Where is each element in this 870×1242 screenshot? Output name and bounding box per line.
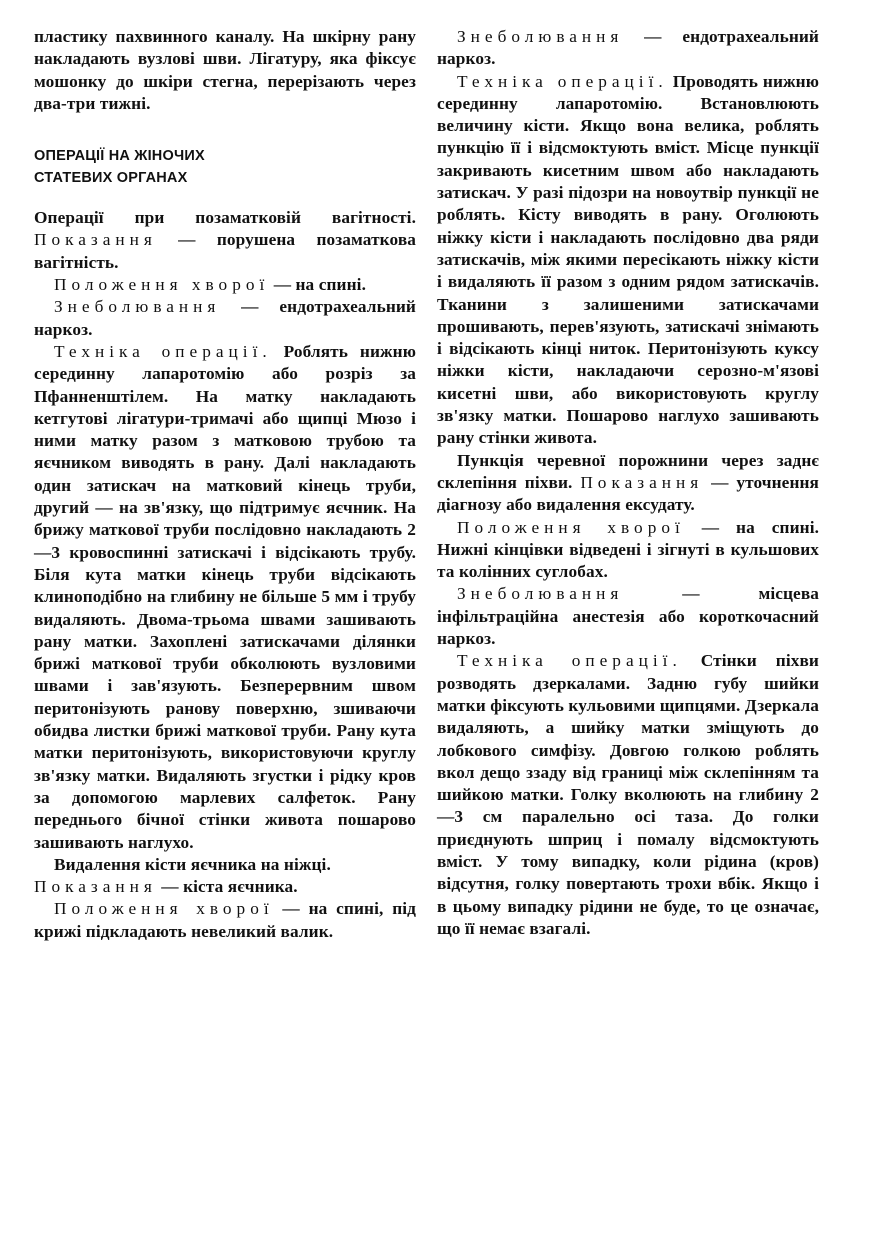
puncture-technique-label: Техніка операції.: [457, 651, 682, 671]
puncture-section: [437, 450, 819, 517]
cyst-section: [34, 854, 416, 876]
section-heading-line-1: ОПЕРАЦІЇ НА ЖІНОЧИХ: [34, 148, 205, 165]
ectopic-anesthesia: [34, 296, 416, 341]
ectopic-position-label: Положення хворої: [54, 275, 270, 295]
puncture-anesthesia: [437, 583, 819, 650]
puncture-indications-label: Показання: [580, 472, 704, 492]
puncture-title: Пункція черевної порожнини через заднє склепіння піхви.: [437, 450, 819, 492]
ectopic-position: [34, 274, 416, 296]
cyst-title: Видалення кісти яєчника на ніжці.: [54, 854, 331, 874]
puncture-technique-text: Стінки піхви розводять дзеркалами. Задню губу шийки матки фіксують кульовими щипцями. Дзеркала видаляють, а шийку матки зміщують до лобкового симфізу. Довгою голкою роблять вкол дещо ззаду від границі між склепінням та шийкою матки. Голку вколюють на глибину 2—3 см паралельно осі таза. До голки приєднують шприц і помалу відсмоктують вміст. У тому випадку, коли рідина (кров) відсутня, голку повертають трохи вбік. Якщо і в цьому випадку рідини не буде, то це означає, що її немає взагалі.: [437, 651, 819, 938]
cyst-indications-label: Показання: [34, 877, 157, 897]
cyst-technique-text: Проводять нижню серединну лапаротомію. Встановлюють величину кісти. Якщо вона велика, роблять пункцію її і відсмоктують вміст. Місце пункції закривають кисетним швом або накладають затискач. У разі підозри на новоутвір пункції не роблять. Кісту виводять в рану. Оголюють ніжку кісти і накладають послідовно два ряди затискачів, між якими пересікають ніжку кісти і видаляють її разом з одним рядом затискачів. Тканини з залишеними затискачами прошивають, перев'язують, затискачі знімають і відсікають кінці ниток. Перитонізують куксу ніжки кісти, накладаючи серозно-м'язові кисетні шви, або використовують круглу зв'язку матки. Пошарово наглухо зашивають рану стінки живота.: [437, 71, 819, 448]
cyst-anesthesia: [437, 26, 819, 71]
cyst-technique-label: Техніка операції.: [457, 71, 668, 91]
right-column: [437, 26, 819, 940]
cyst-anesthesia-text: — ендотрахеальний наркоз.: [437, 27, 819, 69]
puncture-indications-text: — уточнення діагнозу або видалення ексудату.: [437, 472, 820, 515]
ectopic-indications-text: — порушена позаматкова вагітність.: [34, 230, 416, 272]
puncture-position: [437, 517, 819, 584]
puncture-position-text: — на спині. Нижні кінцівки відведені і зігнуті в кульшових та колінних суглобах.: [437, 517, 820, 582]
puncture-anesthesia-label: Знеболювання: [457, 584, 624, 604]
cyst-indications: [34, 876, 416, 898]
ectopic-indications-label: Показання: [34, 230, 157, 250]
cyst-technique: [437, 71, 819, 450]
ectopic-section: [34, 207, 416, 274]
ectopic-anesthesia-text: — ендотрахеальний наркоз.: [34, 297, 416, 339]
cyst-anesthesia-label: Знеболювання: [457, 27, 624, 46]
ectopic-technique: [34, 341, 416, 854]
ectopic-position-text: — на спині.: [269, 275, 366, 295]
ectopic-title: Операції при позаматковій вагітності.: [34, 208, 416, 228]
ectopic-anesthesia-label: Знеболювання: [54, 297, 221, 317]
cyst-position-text: — на спині, під крижі підкладають невеликий валик.: [34, 899, 416, 941]
ectopic-technique-text: Роблять нижню серединну лапаротомію або розріз за Пфанненштілем. На матку накладають кетгутові лігатури-тримачі або щипці Мюзо і ними матку разом з матковою трубою та яєчником виводять в рану. Далі накладають один затискач на матковий кінець труби, другий — на зв'язку, що підтримує яєчник. На брижу маткової труби послідовно накладають 2—3 кровоспинні затискачі і відсікають трубу. Біля кута матки кінець труби відсікають клиноподібно на глибину не більше 5 мм і трубу видаляють. Двома-трьома швами зашивають рану матки. Захоплені затискачами ділянки брижі маткової труби обколюють вузловими швами і зав'язують. Безперервним швом перитонізують ранову поверхню, зшиваючи обидва листки брижі маткової труби. Рану кута матки перитонізують, використовуючи круглу зв'язку матки. Видаляють згустки і рідку кров за допомогою марлевих салфеток. Рану переднього бічної стінки живота пошарово зашивають наглухо.: [34, 341, 416, 852]
puncture-technique: [437, 650, 819, 940]
paragraph-intro: пластику пахвинного каналу. На шкірну рану накладають вузлові шви. Лігатуру, яка фіксує мошонку до шкіри стегна, перерізають через два-три тижні.: [34, 27, 416, 113]
puncture-anesthesia-text: — місцева інфільтраційна анестезія або короткочасний наркоз.: [437, 584, 819, 649]
left-column: [34, 26, 416, 943]
cyst-position-label: Положення хворої: [54, 899, 274, 919]
puncture-position-label: Положення хворої: [457, 517, 685, 537]
cyst-indications-text: — кіста яєчника.: [156, 877, 298, 897]
cyst-position: [34, 898, 416, 943]
section-heading-line-2: СТАТЕВИХ ОРГАНАХ: [34, 170, 188, 187]
section-heading: [34, 145, 416, 189]
ectopic-technique-label: Техніка операції.: [54, 341, 272, 361]
